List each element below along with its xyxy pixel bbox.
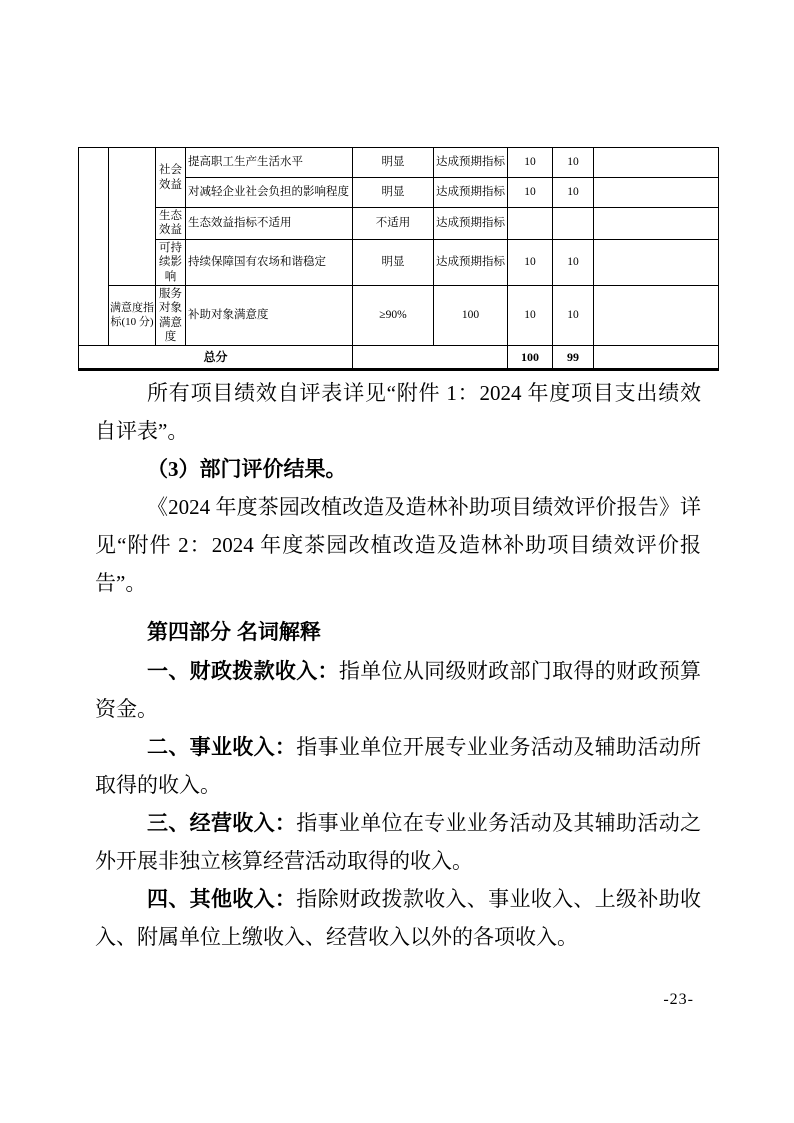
- term-text: 指事业单位开展专业业务活动及辅助活动所取得的收入。: [95, 735, 702, 797]
- cell-score: [553, 208, 594, 240]
- term-definition: [95, 728, 701, 804]
- cell-indicator: 提高职工生产生活水平: [186, 148, 353, 178]
- cell-category-continued: [109, 148, 156, 286]
- paragraph-self-evaluation-ref: 所有项目绩效自评表详见“附件 1：2024 年度项目支出绩效自评表”。: [95, 381, 701, 443]
- cell-note: [594, 148, 719, 178]
- term-text: 指事业单位在专业业务活动及其辅助活动之外开展非独立核算经营活动取得的收入。: [95, 811, 702, 873]
- cell-actual: 达成预期指标: [434, 178, 508, 208]
- cell-subcategory: 生态效益: [156, 208, 186, 240]
- cell-score: 10: [553, 285, 594, 346]
- cell-points: 10: [508, 239, 553, 285]
- cell-actual: 达成预期指标: [434, 208, 508, 240]
- cell-indicator: 对减轻企业社会负担的影响程度: [186, 178, 353, 208]
- cell-subcategory: 社会效益: [156, 148, 186, 208]
- cell-left-spacer: [79, 148, 109, 346]
- cell-actual: 达成预期指标: [434, 239, 508, 285]
- table-row: [79, 239, 719, 285]
- cell-points: [508, 208, 553, 240]
- cell-indicator: 持续保障国有农场和谐稳定: [186, 239, 353, 285]
- cell-category-satisfaction: 满意度指标(10 分): [109, 285, 156, 346]
- cell-actual: 达成预期指标: [434, 148, 508, 178]
- cell-total-blank: [353, 346, 508, 370]
- cell-indicator: 补助对象满意度: [186, 285, 353, 346]
- term-definition: [95, 652, 701, 728]
- cell-total-score: 99: [553, 346, 594, 370]
- performance-score-table: [78, 147, 719, 371]
- cell-score: 10: [553, 239, 594, 285]
- cell-subcategory: 服务对象满意度: [156, 285, 186, 346]
- cell-target: 不适用: [353, 208, 434, 240]
- table-row: [79, 285, 719, 346]
- cell-indicator: 生态效益指标不适用: [186, 208, 353, 240]
- term-label: 四、其他收入：: [147, 887, 297, 911]
- cell-target: 明显: [353, 148, 434, 178]
- cell-subcategory: 可持续影响: [156, 239, 186, 285]
- term-text: 指单位从同级财政部门取得的财政预算资金。: [95, 659, 702, 721]
- term-text: 指除财政拨款收入、事业收入、上级补助收入、附属单位上缴收入、经营收入以外的各项收入。: [95, 887, 702, 949]
- cell-points: 10: [508, 285, 553, 346]
- cell-target: 明显: [353, 178, 434, 208]
- term-definition: [95, 804, 701, 880]
- page-number: -23-: [663, 991, 694, 1008]
- cell-total-note: [594, 346, 719, 370]
- cell-note: [594, 178, 719, 208]
- cell-total-points: 100: [508, 346, 553, 370]
- cell-note: [594, 208, 719, 240]
- section-heading-part4: 第四部分 名词解释: [147, 621, 321, 644]
- cell-actual: 100: [434, 285, 508, 346]
- cell-score: 10: [553, 148, 594, 178]
- cell-note: [594, 285, 719, 346]
- paragraph-dept-evaluation-heading: （3）部门评价结果。: [147, 457, 347, 481]
- cell-points: 10: [508, 148, 553, 178]
- cell-target: 明显: [353, 239, 434, 285]
- table-row: [79, 148, 719, 178]
- cell-score: 10: [553, 178, 594, 208]
- paragraph-evaluation-report-ref: 《2024 年度茶园改植改造及造林补助项目绩效评价报告》详见“附件 2：2024 年度茶园改植改造及造林补助项目绩效评价报告”。: [95, 495, 701, 595]
- table-row: [79, 208, 719, 240]
- term-label: 三、经营收入：: [147, 811, 297, 835]
- cell-points: 10: [508, 178, 553, 208]
- body-text: [95, 374, 701, 956]
- term-label: 二、事业收入：: [147, 735, 297, 759]
- cell-note: [594, 239, 719, 285]
- term-definition: [95, 880, 701, 956]
- cell-target: ≥90%: [353, 285, 434, 346]
- term-label: 一、财政拨款收入：: [147, 659, 339, 683]
- table-total-row: [79, 346, 719, 370]
- cell-total-label: 总分: [79, 346, 353, 370]
